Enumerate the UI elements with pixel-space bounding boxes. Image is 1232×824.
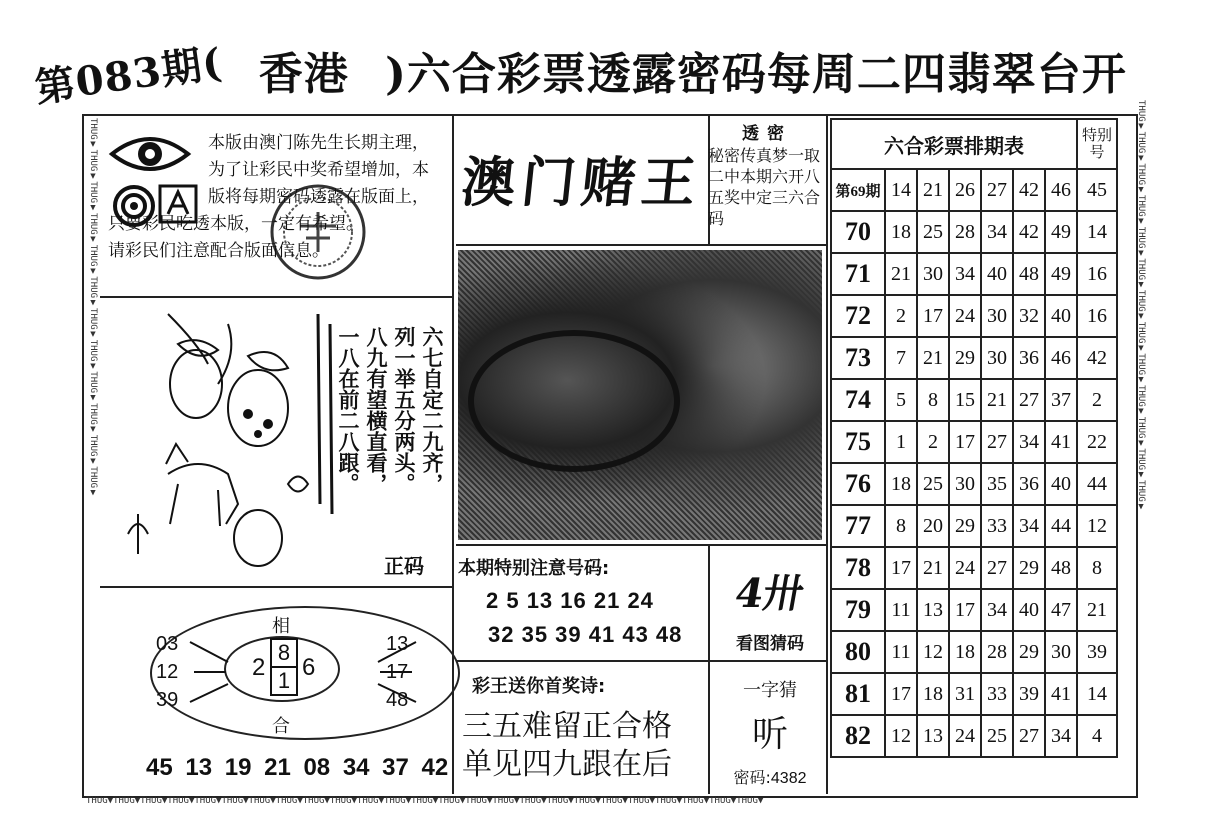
schedule-issue: 75 xyxy=(831,421,885,463)
riddle-answer: 听 xyxy=(751,714,788,755)
riddle-box xyxy=(712,672,828,787)
schedule-issue: 73 xyxy=(831,337,885,379)
schedule-number: 46 xyxy=(1045,337,1077,379)
schedule-number: 26 xyxy=(949,169,981,211)
schedule-number: 21 xyxy=(917,169,949,211)
schedule-number: 18 xyxy=(949,631,981,673)
schedule-number: 2 xyxy=(917,421,949,463)
schedule-issue: 81 xyxy=(831,673,885,715)
oval-number: 39 xyxy=(156,689,179,711)
schedule-number: 31 xyxy=(949,673,981,715)
oval-number: 48 xyxy=(386,689,409,711)
border-decoration: THUG▼THUG▼THUG▼THUG▼THUG▼THUG▼THUG▼THUG▼THUG▼THUG▼THUG▼THUG▼THUG▼THUG▼THUG▼THUG▼THUG▼THUG▼THUG▼THUG▼THUG▼THUG▼THUG▼THUG▼THUG▼ xyxy=(86,796,764,806)
oval-left-numbers xyxy=(156,630,178,714)
schedule-number: 41 xyxy=(1045,673,1077,715)
intro-line xyxy=(108,211,448,238)
oval-center-right: 6 xyxy=(302,654,316,681)
oval-number: 03 xyxy=(156,633,179,655)
schedule-number: 34 xyxy=(981,211,1013,253)
riddle-code-value: 4382 xyxy=(770,770,807,787)
schedule-number: 2 xyxy=(885,295,917,337)
oval-number: 12 xyxy=(156,661,179,683)
oval-stack-number: 1 xyxy=(277,668,291,693)
schedule-number: 37 xyxy=(1045,379,1077,421)
schedule-row xyxy=(831,169,1117,211)
tip-heading: 透密 xyxy=(742,124,792,144)
schedule-number: 32 xyxy=(1013,295,1045,337)
schedule-special: 2 xyxy=(1077,379,1117,421)
schedule-row xyxy=(831,463,1117,505)
schedule-number: 17 xyxy=(885,673,917,715)
schedule-number: 30 xyxy=(917,253,949,295)
gift-line: 三五难留正合格 xyxy=(462,709,672,744)
schedule-row xyxy=(831,505,1117,547)
schedule-special: 14 xyxy=(1077,211,1117,253)
schedule-row xyxy=(831,295,1117,337)
schedule-title: 六合彩票排期表 xyxy=(831,119,1077,169)
schedule-row xyxy=(831,379,1117,421)
riddle-label: 一字猜 xyxy=(743,680,797,701)
schedule-number: 27 xyxy=(1013,379,1045,421)
poem-column: 一八在前二八跟。 xyxy=(336,326,360,494)
schedule-number: 13 xyxy=(917,589,949,631)
schedule-number: 40 xyxy=(1045,463,1077,505)
schedule-number: 40 xyxy=(1013,589,1045,631)
schedule-special: 45 xyxy=(1077,169,1117,211)
schedule-special: 16 xyxy=(1077,295,1117,337)
schedule-row xyxy=(831,547,1117,589)
oval-number: 17 xyxy=(386,661,409,683)
intro-text xyxy=(108,130,448,265)
schedule-number: 44 xyxy=(1045,505,1077,547)
special-header: 特别号 xyxy=(1077,119,1117,169)
gourd-goat-drawing xyxy=(108,304,344,578)
schedule-number: 29 xyxy=(1013,631,1045,673)
schedule-row xyxy=(831,421,1117,463)
schedule-issue: 70 xyxy=(831,211,885,253)
divider xyxy=(456,544,826,546)
schedule-number: 14 xyxy=(885,169,917,211)
schedule-number: 8 xyxy=(885,505,917,547)
poem-column: 列一举五分两头。 xyxy=(392,326,416,494)
schedule-number: 18 xyxy=(885,463,917,505)
schedule-number: 36 xyxy=(1013,337,1045,379)
page-title xyxy=(32,38,1134,112)
schedule-number: 11 xyxy=(885,589,917,631)
schedule-special: 4 xyxy=(1077,715,1117,757)
schedule-number: 8 xyxy=(917,379,949,421)
brand-title: 澳门赌王 xyxy=(458,150,705,214)
schedule-number: 30 xyxy=(981,295,1013,337)
schedule-number: 21 xyxy=(917,547,949,589)
schedule-number: 20 xyxy=(917,505,949,547)
schedule-number: 46 xyxy=(1045,169,1077,211)
schedule-special: 39 xyxy=(1077,631,1117,673)
schedule-number: 25 xyxy=(917,463,949,505)
schedule-row xyxy=(831,589,1117,631)
region-label: 香港 xyxy=(258,49,349,100)
guess-handwriting: 4卅 xyxy=(731,570,808,617)
special-row: 32 35 39 41 43 48 xyxy=(488,622,683,647)
schedule-row xyxy=(831,253,1117,295)
schedule-number: 18 xyxy=(917,673,949,715)
schedule-special: 16 xyxy=(1077,253,1117,295)
schedule-number: 13 xyxy=(917,715,949,757)
poem-column: 六七自定二九齐， xyxy=(420,326,444,494)
schedule-row xyxy=(831,211,1117,253)
schedule-number: 25 xyxy=(917,211,949,253)
schedule-number: 7 xyxy=(885,337,917,379)
poem-column: 八九有望横直看， xyxy=(364,326,388,494)
schedule-number: 39 xyxy=(1013,673,1045,715)
schedule-special: 14 xyxy=(1077,673,1117,715)
schedule-row xyxy=(831,673,1117,715)
schedule-issue: 74 xyxy=(831,379,885,421)
oval-center-left: 2 xyxy=(252,654,266,681)
schedule-row xyxy=(831,631,1117,673)
oval-top-label: 相 xyxy=(272,616,290,637)
intro-line: 为了让彩民中奖希望增加，本 xyxy=(208,160,429,180)
schedule-number: 17 xyxy=(949,589,981,631)
schedule-number: 12 xyxy=(917,631,949,673)
guess-label: 看图猜码 xyxy=(736,634,804,654)
special-heading: 本期特别注意号码: xyxy=(458,558,610,579)
schedule-number: 27 xyxy=(981,421,1013,463)
schedule-number: 34 xyxy=(1013,505,1045,547)
schedule-special: 44 xyxy=(1077,463,1117,505)
bottom-numbers: 45 13 19 21 08 34 37 42 xyxy=(146,754,449,781)
issue-number: 第083期( xyxy=(32,39,226,112)
schedule-number: 40 xyxy=(981,253,1013,295)
schedule-issue: 77 xyxy=(831,505,885,547)
schedule-number: 30 xyxy=(1045,631,1077,673)
riddle-code xyxy=(712,765,828,788)
schedule-number: 24 xyxy=(949,715,981,757)
tip-text: 秘密传真梦一取二中本期六开八五奖中定三六合码 xyxy=(708,146,821,228)
schedule-number: 17 xyxy=(917,295,949,337)
schedule-number: 47 xyxy=(1045,589,1077,631)
tip-box xyxy=(708,124,826,229)
intro-line: 本版由澳门陈先生长期主理， xyxy=(208,133,429,153)
oval-number: 13 xyxy=(386,633,409,655)
left-border-decoration: THUG▼THUG▼THUG▼THUG▼THUG▼THUG▼THUG▼THUG▼THUG▼THUG▼THUG▼THUG▼ xyxy=(88,118,98,499)
schedule-issue: 76 xyxy=(831,463,885,505)
schedule-special: 22 xyxy=(1077,421,1117,463)
schedule-number: 17 xyxy=(949,421,981,463)
schedule-number: 42 xyxy=(1013,169,1045,211)
schedule-number: 5 xyxy=(885,379,917,421)
schedule-number: 24 xyxy=(949,547,981,589)
schedule-number: 30 xyxy=(981,337,1013,379)
schedule-issue: 71 xyxy=(831,253,885,295)
divider xyxy=(100,586,452,588)
title-text: )六合彩票透露密码每周二四翡翠台开 xyxy=(385,49,1127,100)
schedule-number: 1 xyxy=(885,421,917,463)
special-row: 2 5 13 16 21 24 xyxy=(486,588,654,613)
guess-box xyxy=(712,548,828,658)
schedule-number: 27 xyxy=(1013,715,1045,757)
schedule-number: 40 xyxy=(1045,295,1077,337)
photo-ring xyxy=(468,330,680,472)
schedule-number: 36 xyxy=(1013,463,1045,505)
schedule-special: 8 xyxy=(1077,547,1117,589)
right-border-decoration: THUG▼THUG▼THUG▼THUG▼THUG▼THUG▼THUG▼THUG▼THUG▼THUG▼THUG▼THUG▼THUG▼ xyxy=(1136,100,1146,512)
schedule-number: 29 xyxy=(949,337,981,379)
schedule-number: 29 xyxy=(949,505,981,547)
divider xyxy=(100,296,452,298)
schedule-number: 17 xyxy=(885,547,917,589)
schedule-row xyxy=(831,337,1117,379)
intro-line: 请彩民们注意配合版面信息。 xyxy=(108,241,329,261)
schedule-number: 18 xyxy=(885,211,917,253)
oval-center-stack xyxy=(270,638,298,696)
schedule-issue: 78 xyxy=(831,547,885,589)
riddle-code-label: 密码: xyxy=(733,768,771,787)
schedule-special: 42 xyxy=(1077,337,1117,379)
schedule-table xyxy=(830,118,1118,758)
schedule-number: 34 xyxy=(1013,421,1045,463)
special-numbers-box xyxy=(458,548,708,658)
schedule-number: 21 xyxy=(981,379,1013,421)
intro-line-head: 只要彩民吃透本版， xyxy=(108,214,261,234)
schedule-number: 12 xyxy=(885,715,917,757)
schedule-number: 28 xyxy=(981,631,1013,673)
intro-line: 版将每期密码透露在版面上， xyxy=(208,187,429,207)
oval-stack-number: 8 xyxy=(272,640,296,668)
schedule-number: 25 xyxy=(981,715,1013,757)
schedule-special: 12 xyxy=(1077,505,1117,547)
schedule-number: 34 xyxy=(981,589,1013,631)
schedule-issue: 80 xyxy=(831,631,885,673)
schedule-row xyxy=(831,715,1117,757)
schedule-number: 49 xyxy=(1045,253,1077,295)
schedule-number: 33 xyxy=(981,673,1013,715)
schedule-number: 28 xyxy=(949,211,981,253)
intro-line-tail: 一定有希望。 xyxy=(261,214,363,234)
gift-heading: 彩王送你首奖诗: xyxy=(472,676,606,697)
schedule-number: 11 xyxy=(885,631,917,673)
schedule-number: 27 xyxy=(981,169,1013,211)
schedule-number: 42 xyxy=(1013,211,1045,253)
schedule-number: 34 xyxy=(949,253,981,295)
schedule-number: 34 xyxy=(1045,715,1077,757)
schedule-special: 21 xyxy=(1077,589,1117,631)
drawing-label: 正码 xyxy=(384,554,424,578)
schedule-issue: 79 xyxy=(831,589,885,631)
schedule-number: 15 xyxy=(949,379,981,421)
gift-poem xyxy=(462,672,708,784)
divider xyxy=(456,660,826,662)
gift-line: 单见四九跟在后 xyxy=(462,747,672,782)
schedule-number: 24 xyxy=(949,295,981,337)
schedule-number: 35 xyxy=(981,463,1013,505)
schedule-issue: 第69期 xyxy=(831,169,885,211)
schedule-number: 33 xyxy=(981,505,1013,547)
schedule-issue: 72 xyxy=(831,295,885,337)
oval-bottom-label: 合 xyxy=(272,716,290,737)
schedule-issue: 82 xyxy=(831,715,885,757)
schedule-number: 29 xyxy=(1013,547,1045,589)
photo-image xyxy=(458,250,822,540)
vertical-poem xyxy=(336,326,446,556)
oval-right-numbers xyxy=(386,630,408,714)
schedule-number: 27 xyxy=(981,547,1013,589)
divider xyxy=(708,544,710,794)
divider xyxy=(456,244,826,246)
schedule-number: 21 xyxy=(917,337,949,379)
schedule-number: 49 xyxy=(1045,211,1077,253)
schedule-number: 48 xyxy=(1045,547,1077,589)
schedule-number: 21 xyxy=(885,253,917,295)
schedule-number: 41 xyxy=(1045,421,1077,463)
schedule-number: 48 xyxy=(1013,253,1045,295)
schedule-number: 30 xyxy=(949,463,981,505)
